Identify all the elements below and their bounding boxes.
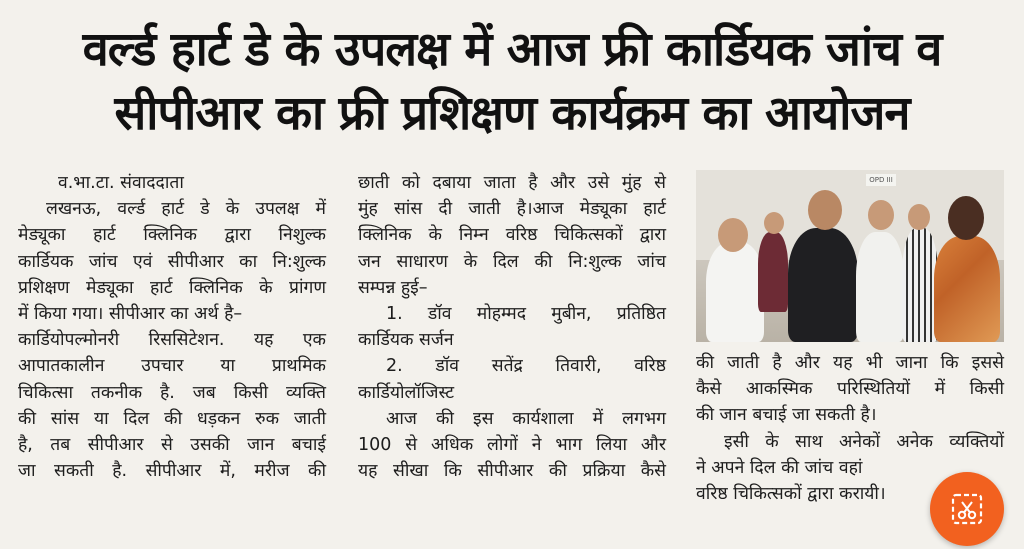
article-column-2 <box>358 170 666 484</box>
col1-line: की सांस या दिल की धड़कन रुक जाती <box>18 408 326 429</box>
col2-line: 100 से अधिक लोगों ने भाग लिया और <box>358 435 666 456</box>
col1-line: प्रशिक्षण मेड्यूका हार्ट क्लिनिक के प्रांगण <box>18 277 326 298</box>
photo-doctor <box>706 242 764 342</box>
photo-patient <box>788 228 858 342</box>
col1-line: चिकित्सा तकनीक है. जब किसी व्यक्ति <box>18 382 326 403</box>
headline <box>0 18 1024 146</box>
col2-line: कार्डियोलॉजिस्ट <box>358 382 455 403</box>
photo-person-head <box>764 212 784 234</box>
photo-person-head <box>908 204 930 230</box>
photo-sign: OPD III <box>866 174 896 186</box>
col2-line: यह सीखा कि सीपीआर की प्रक्रिया कैसे <box>358 461 666 482</box>
col2-line: कार्डियक सर्जन <box>358 330 454 351</box>
photo-doctor-head <box>718 218 748 252</box>
col2-line: 2. डॉव सतेंद्र तिवारी, वरिष्ठ <box>386 356 666 377</box>
col3-line: कैसे आकस्मिक परिस्थितियों में किसी <box>696 379 1004 400</box>
headline-line-1: वर्ल्ड हार्ट डे के उपलक्ष में आज फ्री कार्डियक जांच व <box>82 22 942 77</box>
photo-person-head <box>868 200 894 230</box>
photo-patient-head <box>808 190 842 230</box>
col2-line: क्लिनिक के निम्न वरिष्ठ चिकित्सकों द्वारा <box>358 225 666 246</box>
photo-woman-head <box>948 196 984 240</box>
col2-line: 1. डॉव मोहम्मद मुबीन, प्रतिष्ठित <box>386 304 666 325</box>
photo-person <box>856 232 904 342</box>
col2-line: जन साधारण के दिल की नि:शुल्क जांच <box>358 251 666 272</box>
col1-line: जा सकती है. सीपीआर में, मरीज की <box>18 461 326 482</box>
headline-line-2: सीपीआर का फ्री प्रशिक्षण कार्यक्रम का आयोजन <box>114 86 910 141</box>
col1-line: आपातकालीन उपचार या प्राथमिक <box>18 356 326 377</box>
col1-line: मेड्यूका हार्ट क्लिनिक द्वारा निशुल्क <box>18 225 326 246</box>
scissors-icon <box>950 492 984 526</box>
col3-line: की जाती है और यह भी जाना कि इससे <box>696 353 1004 373</box>
photo-woman <box>934 236 1000 342</box>
col1-line: कार्डियक जांच एवं सीपीआर का नि:शुल्क <box>18 251 326 272</box>
col3-line: की जान बचाई जा सकती है। <box>696 405 877 426</box>
byline: व.भा.टा. संवाददाता <box>58 173 184 193</box>
col2-line: छाती को दबाया जाता है और उसे मुंह से <box>358 173 666 193</box>
scissors-button[interactable] <box>930 472 1004 546</box>
article-column-1 <box>18 170 326 484</box>
col2-line: आज की इस कार्यशाला में लगभग <box>386 408 666 429</box>
col1-line: कार्डियोपल्मोनरी रिससिटेशन. यह एक <box>18 330 326 351</box>
col1-line: में किया गया। सीपीआर का अर्थ है– <box>18 304 243 325</box>
col2-line: सम्पन्न हुई– <box>358 277 428 298</box>
col3-line: वरिष्ठ चिकित्सकों द्वारा करायी। <box>696 484 886 505</box>
col1-line: है, तब सीपीआर से उसकी जान बचाई <box>18 435 326 456</box>
col3-line: ने अपने दिल की जांच वहां <box>696 457 863 478</box>
photo-person <box>758 232 788 312</box>
photo-person <box>902 228 938 342</box>
col2-line: मुंह सांस दी जाती है।आज मेड्यूका हार्ट <box>358 199 666 220</box>
event-photo <box>696 170 1004 342</box>
col1-line: लखनऊ, वर्ल्ड हार्ट डे के उपलक्ष में <box>46 199 326 220</box>
col3-line: इसी के साथ अनेकों अनेक व्यक्तियों <box>724 431 1004 452</box>
